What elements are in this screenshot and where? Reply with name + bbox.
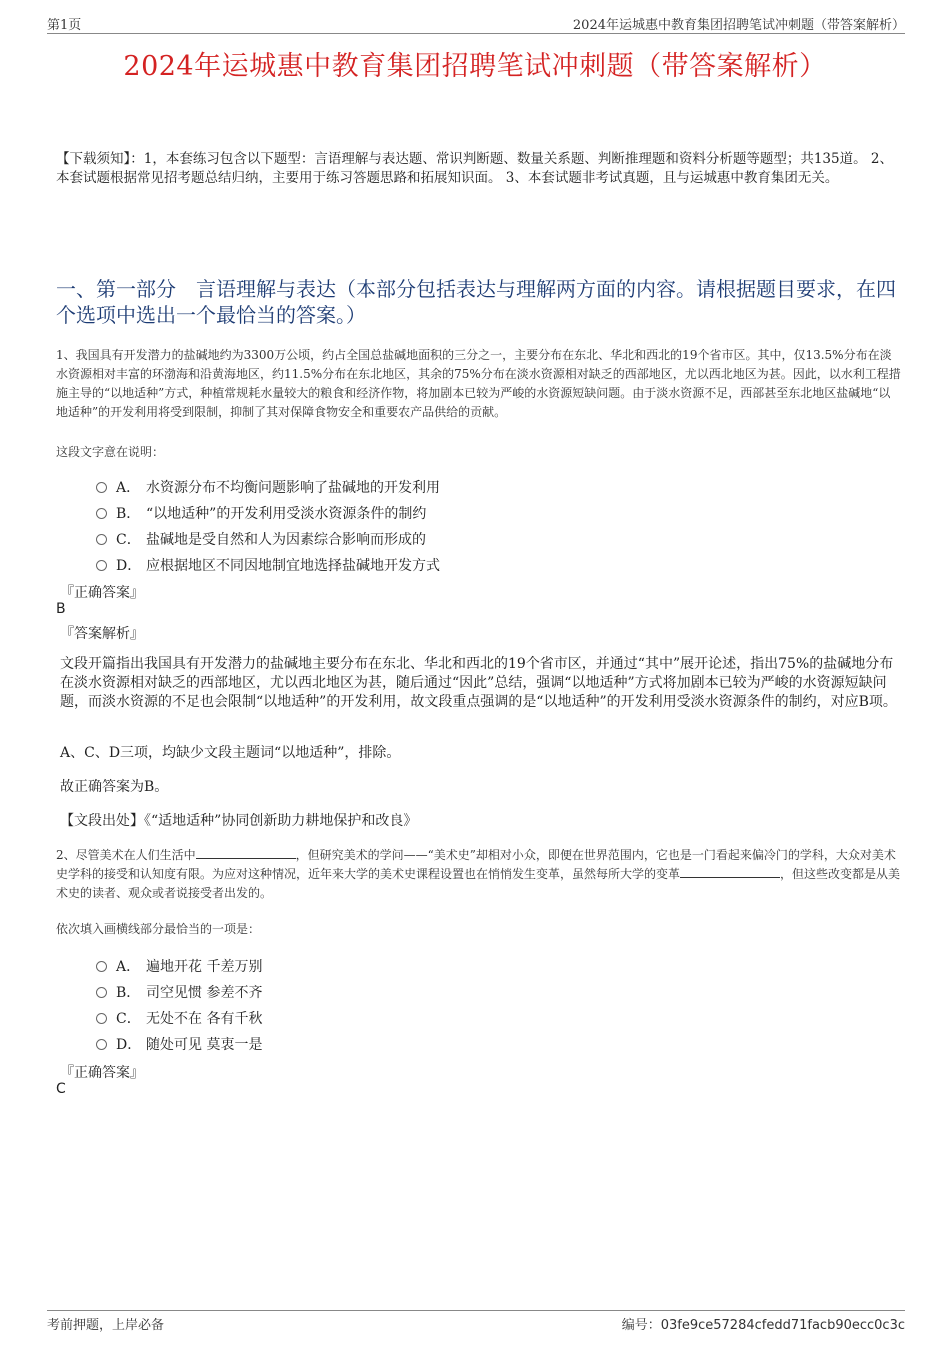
radio-icon[interactable]	[96, 508, 107, 519]
header-doc-title: 2024年运城惠中教育集团招聘笔试冲刺题（带答案解析）	[572, 18, 905, 33]
option-text: 应根据地区不同因地制宜地选择盐碱地开发方式	[146, 558, 440, 574]
option-text: 遍地开花 千差万别	[146, 959, 263, 975]
section-heading: 一、第一部分 言语理解与表达（本部分包括表达与理解两方面的内容。请根据题目要求，在四个选项中选出一个最恰当的答案。）	[56, 277, 896, 327]
radio-icon[interactable]	[96, 1013, 107, 1024]
question-1-analysis-elimination: A、C、D三项，均缺少文段主题词“以地适种”，排除。	[60, 745, 401, 761]
question-1-answer: B	[56, 601, 66, 617]
question-2-prompt: 依次填入画横线部分最恰当的一项是：	[56, 922, 261, 936]
footer-slogan: 考前押题，上岸必备	[47, 1318, 165, 1333]
footer-divider	[47, 1310, 905, 1311]
page-title: 2024年运城惠中教育集团招聘笔试冲刺题（带答案解析）	[123, 51, 827, 82]
radio-icon[interactable]	[96, 987, 107, 998]
question-1-analysis-conclusion: 故正确答案为B。	[60, 779, 169, 795]
option-letter: A．	[116, 480, 141, 496]
option-letter: D．	[116, 558, 142, 574]
header-page-number: 第1页	[47, 18, 82, 33]
question-1-answer-label: 『正确答案』	[60, 585, 144, 601]
question-2-option-d[interactable]	[96, 1034, 262, 1054]
footer-code	[622, 1314, 905, 1333]
radio-icon[interactable]	[96, 560, 107, 571]
option-text: 盐碱地是受自然和人为因素综合影响而形成的	[146, 532, 426, 548]
option-letter: C．	[116, 532, 141, 548]
option-text: 水资源分布不均衡问题影响了盐碱地的开发利用	[146, 480, 440, 496]
fill-blank-2[interactable]	[680, 865, 780, 878]
footer-code-label: 编号：	[621, 1318, 661, 1333]
option-text: 随处可见 莫衷一是	[146, 1037, 263, 1053]
option-text: 无处不在 各有千秋	[146, 1011, 263, 1027]
question-1-option-c[interactable]	[96, 529, 426, 549]
question-1-analysis-label: 『答案解析』	[60, 626, 144, 642]
question-1-text: 1、我国具有开发潜力的盐碱地约为3300万公顷，约占全国总盐碱地面积的三分之一，主要分布在东北、华北和西北的19个省市区。其中，仅13.5%分布在淡水资源相对丰富的环渤海和沿黄海地区，约11.5%分布在东北地区，其余的75%分布在淡水资源相对缺乏的西部地区，尤以西北地区为甚。因此，以水利工程措施主导的“以地适种”方式，种植常规耗水量较大的粮食和经济作物，将加剧本已较为严峻的水资源短缺问题。由于淡水资源不足，西部甚至东北地区盐碱地“以地适种”的开发利用将受到限制，抑制了其对保障食物安全和重要农产品供给的贡献。	[56, 348, 901, 419]
question-1-option-a[interactable]	[96, 477, 440, 497]
option-text: “以地适种”的开发利用受淡水资源条件的制约	[146, 506, 427, 522]
option-text: 司空见惯 参差不齐	[146, 985, 263, 1001]
download-notice: 【下载须知】：1，本套练习包含以下题型：言语理解与表达题、常识判断题、数量关系题、判断推理题和资料分析题等题型；共135道。 2、本套试题根据常见招考题总结归纳，主要用于练习答题思路和拓展知识面。 3、本套试题非考试真题，且与运城惠中教育集团无关。	[56, 151, 893, 186]
radio-icon[interactable]	[96, 482, 107, 493]
question-1-option-d[interactable]	[96, 555, 440, 575]
option-letter: D．	[116, 1037, 142, 1053]
option-letter: C．	[116, 1011, 141, 1027]
question-2-option-b[interactable]	[96, 982, 262, 1002]
question-1-option-b[interactable]	[96, 503, 426, 523]
fill-blank-1[interactable]	[196, 846, 296, 859]
question-2-answer: C	[56, 1081, 66, 1097]
question-2-option-c[interactable]	[96, 1008, 262, 1028]
question-2-text: 2、尽管美术在人们生活中 ，但研究美术的学问——“美术史”却相对小众，即便在世界范围内，它也是一门看起来偏冷门的学科，大众对美术史学科的接受和认知度有限。为应对这种情况，近年来大学的美术史课程设置也在悄悄发生变革，虽然每所大学的变革 ，但这些改变都是从美术史的读者、观众或者说接受者出发的。	[56, 848, 901, 900]
radio-icon[interactable]	[96, 1039, 107, 1050]
header-divider	[47, 33, 905, 34]
radio-icon[interactable]	[96, 961, 107, 972]
option-letter: B．	[116, 985, 141, 1001]
question-1-prompt: 这段文字意在说明：	[56, 445, 165, 459]
question-1-source: 【文段出处】《“适地适种”协同创新助力耕地保护和改良》	[60, 813, 418, 829]
option-letter: B．	[116, 506, 141, 522]
question-2-answer-label: 『正确答案』	[60, 1065, 144, 1081]
footer-code-value: 03fe9ce57284cfedd71facb90ecc0c3c	[660, 1318, 905, 1333]
question-1-analysis: 文段开篇指出我国具有开发潜力的盐碱地主要分布在东北、华北和西北的19个省市区，并通过“其中”展开论述，指出75%的盐碱地分布在淡水资源相对缺乏的西部地区，尤以西北地区为甚，随后通过“因此”总结，强调“以地适种”方式将加剧本已较为严峻的水资源短缺问题，而淡水资源的不足也会限制“以地适种”的开发利用，故文段重点强调的是“以地适种”的开发利用受淡水资源条件的制约，对应B项。	[60, 656, 897, 710]
question-2-option-a[interactable]	[96, 956, 262, 976]
radio-icon[interactable]	[96, 534, 107, 545]
option-letter: A．	[116, 959, 141, 975]
